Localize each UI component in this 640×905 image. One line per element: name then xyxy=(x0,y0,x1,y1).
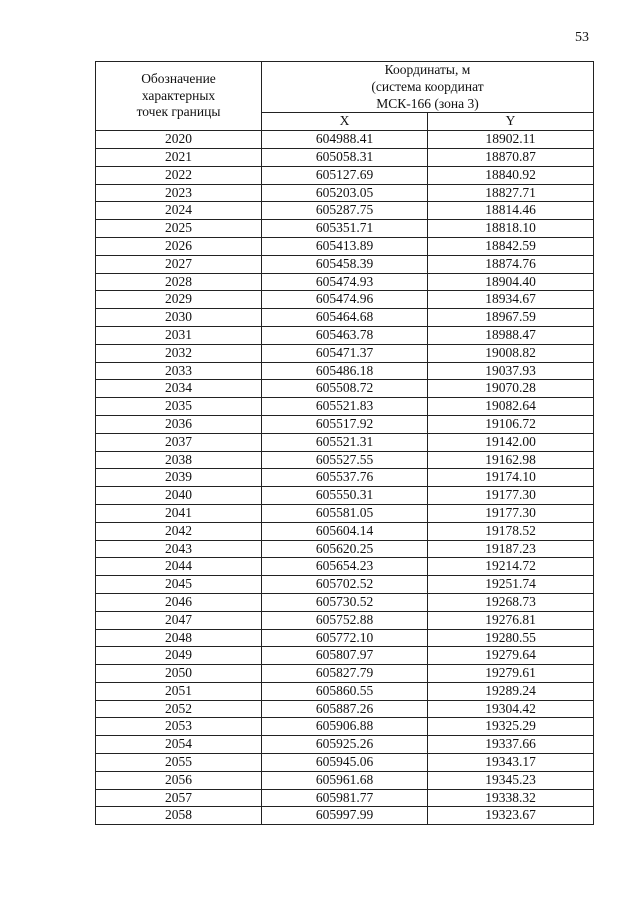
x-coordinate-cell: 605463.78 xyxy=(262,326,428,344)
table-row xyxy=(96,148,594,166)
y-coordinate-cell: 18842.59 xyxy=(428,237,594,255)
table-row xyxy=(96,754,594,772)
y-coordinate-cell: 18902.11 xyxy=(428,131,594,149)
point-id-cell: 2054 xyxy=(96,736,262,754)
table-row xyxy=(96,487,594,505)
point-id-cell: 2020 xyxy=(96,131,262,149)
x-coordinate-cell: 605772.10 xyxy=(262,629,428,647)
y-coordinate-cell: 19142.00 xyxy=(428,433,594,451)
x-coordinate-cell: 605413.89 xyxy=(262,237,428,255)
point-id-cell: 2023 xyxy=(96,184,262,202)
y-coordinate-cell: 19323.67 xyxy=(428,807,594,825)
y-coordinate-cell: 19304.42 xyxy=(428,700,594,718)
y-coordinate-cell: 18988.47 xyxy=(428,326,594,344)
point-id-cell: 2035 xyxy=(96,398,262,416)
x-coordinate-cell: 605752.88 xyxy=(262,611,428,629)
point-id-cell: 2028 xyxy=(96,273,262,291)
x-coordinate-cell: 605474.93 xyxy=(262,273,428,291)
table-row xyxy=(96,291,594,309)
coords-header-line: (система координат xyxy=(371,78,484,94)
x-coordinate-cell: 605827.79 xyxy=(262,665,428,683)
table-body xyxy=(96,131,594,825)
table-row xyxy=(96,131,594,149)
y-coordinate-cell: 19178.52 xyxy=(428,522,594,540)
point-id-cell: 2029 xyxy=(96,291,262,309)
x-coordinate-cell: 605550.31 xyxy=(262,487,428,505)
y-coordinate-cell: 19162.98 xyxy=(428,451,594,469)
y-coordinate-cell: 19174.10 xyxy=(428,469,594,487)
y-coordinate-cell: 18904.40 xyxy=(428,273,594,291)
x-coordinate-cell: 605464.68 xyxy=(262,309,428,327)
point-id-cell: 2040 xyxy=(96,487,262,505)
y-coordinate-cell: 19177.30 xyxy=(428,487,594,505)
y-coordinate-cell: 18827.71 xyxy=(428,184,594,202)
table-row xyxy=(96,665,594,683)
x-coordinate-cell: 605945.06 xyxy=(262,754,428,772)
y-coordinate-cell: 18967.59 xyxy=(428,309,594,327)
table-row xyxy=(96,736,594,754)
point-id-cell: 2047 xyxy=(96,611,262,629)
coords-header-line: МСК-166 (зона 3) xyxy=(376,95,479,111)
table-row xyxy=(96,326,594,344)
point-id-cell: 2042 xyxy=(96,522,262,540)
table-row xyxy=(96,220,594,238)
y-coordinate-cell: 18934.67 xyxy=(428,291,594,309)
x-coordinate-cell: 605581.05 xyxy=(262,504,428,522)
table-row xyxy=(96,700,594,718)
y-coordinate-cell: 19345.23 xyxy=(428,771,594,789)
y-coordinate-cell: 19214.72 xyxy=(428,558,594,576)
x-coordinate-cell: 605508.72 xyxy=(262,380,428,398)
point-id-cell: 2058 xyxy=(96,807,262,825)
table-row xyxy=(96,451,594,469)
table-row xyxy=(96,789,594,807)
point-id-cell: 2045 xyxy=(96,576,262,594)
table-row xyxy=(96,504,594,522)
x-coordinate-cell: 605860.55 xyxy=(262,682,428,700)
point-id-cell: 2049 xyxy=(96,647,262,665)
x-coordinate-cell: 605807.97 xyxy=(262,647,428,665)
points-header-line: характерных xyxy=(141,87,216,103)
x-column-header: X xyxy=(262,113,428,131)
point-id-cell: 2041 xyxy=(96,504,262,522)
y-coordinate-cell: 19008.82 xyxy=(428,344,594,362)
x-coordinate-cell: 605471.37 xyxy=(262,344,428,362)
x-coordinate-cell: 605981.77 xyxy=(262,789,428,807)
y-coordinate-cell: 19082.64 xyxy=(428,398,594,416)
y-coordinate-cell: 18840.92 xyxy=(428,166,594,184)
x-coordinate-cell: 605961.68 xyxy=(262,771,428,789)
y-coordinate-cell: 18874.76 xyxy=(428,255,594,273)
x-coordinate-cell: 605537.76 xyxy=(262,469,428,487)
table-row xyxy=(96,362,594,380)
table-row xyxy=(96,682,594,700)
page-number: 53 xyxy=(575,30,589,45)
point-id-cell: 2021 xyxy=(96,148,262,166)
point-id-cell: 2056 xyxy=(96,771,262,789)
y-coordinate-cell: 18870.87 xyxy=(428,148,594,166)
x-coordinate-cell: 605521.83 xyxy=(262,398,428,416)
table-row xyxy=(96,611,594,629)
table-row xyxy=(96,255,594,273)
table-row xyxy=(96,415,594,433)
point-id-cell: 2052 xyxy=(96,700,262,718)
table-row xyxy=(96,309,594,327)
y-coordinate-cell: 19276.81 xyxy=(428,611,594,629)
point-id-cell: 2026 xyxy=(96,237,262,255)
y-coordinate-cell: 18818.10 xyxy=(428,220,594,238)
table-row xyxy=(96,344,594,362)
table-row xyxy=(96,522,594,540)
coords-header-line: Координаты, м xyxy=(384,62,471,77)
y-coordinate-cell: 19325.29 xyxy=(428,718,594,736)
points-header-line: Обозначение xyxy=(141,70,216,86)
table-row xyxy=(96,237,594,255)
point-id-cell: 2053 xyxy=(96,718,262,736)
x-coordinate-cell: 605906.88 xyxy=(262,718,428,736)
point-id-cell: 2057 xyxy=(96,789,262,807)
y-coordinate-cell: 19251.74 xyxy=(428,576,594,594)
point-id-cell: 2025 xyxy=(96,220,262,238)
x-coordinate-cell: 605887.26 xyxy=(262,700,428,718)
y-coordinate-cell: 19280.55 xyxy=(428,629,594,647)
y-coordinate-cell: 19279.64 xyxy=(428,647,594,665)
x-coordinate-cell: 605127.69 xyxy=(262,166,428,184)
table-row xyxy=(96,184,594,202)
point-id-cell: 2039 xyxy=(96,469,262,487)
table-row xyxy=(96,166,594,184)
table-row xyxy=(96,629,594,647)
x-coordinate-cell: 605287.75 xyxy=(262,202,428,220)
point-id-cell: 2031 xyxy=(96,326,262,344)
x-coordinate-cell: 605730.52 xyxy=(262,593,428,611)
table-row xyxy=(96,807,594,825)
table-row xyxy=(96,380,594,398)
x-coordinate-cell: 605058.31 xyxy=(262,148,428,166)
x-coordinate-cell: 605654.23 xyxy=(262,558,428,576)
table-row xyxy=(96,433,594,451)
point-id-cell: 2037 xyxy=(96,433,262,451)
point-id-cell: 2038 xyxy=(96,451,262,469)
y-coordinate-cell: 19279.61 xyxy=(428,665,594,683)
x-coordinate-cell: 605521.31 xyxy=(262,433,428,451)
x-coordinate-cell: 605458.39 xyxy=(262,255,428,273)
point-id-cell: 2046 xyxy=(96,593,262,611)
x-coordinate-cell: 604988.41 xyxy=(262,131,428,149)
points-column-header xyxy=(96,62,262,131)
y-column-header: Y xyxy=(428,113,594,131)
coordinates-table xyxy=(95,61,594,825)
point-id-cell: 2055 xyxy=(96,754,262,772)
y-coordinate-cell: 18814.46 xyxy=(428,202,594,220)
y-coordinate-cell: 19337.66 xyxy=(428,736,594,754)
x-coordinate-cell: 605203.05 xyxy=(262,184,428,202)
y-coordinate-cell: 19106.72 xyxy=(428,415,594,433)
point-id-cell: 2032 xyxy=(96,344,262,362)
x-coordinate-cell: 605604.14 xyxy=(262,522,428,540)
table-row xyxy=(96,469,594,487)
x-coordinate-cell: 605702.52 xyxy=(262,576,428,594)
table-row xyxy=(96,273,594,291)
point-id-cell: 2033 xyxy=(96,362,262,380)
point-id-cell: 2022 xyxy=(96,166,262,184)
point-id-cell: 2048 xyxy=(96,629,262,647)
point-id-cell: 2036 xyxy=(96,415,262,433)
y-coordinate-cell: 19343.17 xyxy=(428,754,594,772)
table-row xyxy=(96,593,594,611)
y-coordinate-cell: 19268.73 xyxy=(428,593,594,611)
table-row xyxy=(96,771,594,789)
table-row xyxy=(96,558,594,576)
point-id-cell: 2043 xyxy=(96,540,262,558)
y-coordinate-cell: 19289.24 xyxy=(428,682,594,700)
x-coordinate-cell: 605517.92 xyxy=(262,415,428,433)
y-coordinate-cell: 19187.23 xyxy=(428,540,594,558)
y-coordinate-cell: 19338.32 xyxy=(428,789,594,807)
point-id-cell: 2027 xyxy=(96,255,262,273)
table-row xyxy=(96,398,594,416)
table-row xyxy=(96,202,594,220)
x-coordinate-cell: 605474.96 xyxy=(262,291,428,309)
x-coordinate-cell: 605997.99 xyxy=(262,807,428,825)
y-coordinate-cell: 19037.93 xyxy=(428,362,594,380)
x-coordinate-cell: 605527.55 xyxy=(262,451,428,469)
table-row xyxy=(96,576,594,594)
y-coordinate-cell: 19177.30 xyxy=(428,504,594,522)
points-header-line: точек границы xyxy=(136,104,221,120)
y-coordinate-cell: 19070.28 xyxy=(428,380,594,398)
x-coordinate-cell: 605351.71 xyxy=(262,220,428,238)
x-coordinate-cell: 605486.18 xyxy=(262,362,428,380)
x-coordinate-cell: 605620.25 xyxy=(262,540,428,558)
x-coordinate-cell: 605925.26 xyxy=(262,736,428,754)
point-id-cell: 2050 xyxy=(96,665,262,683)
point-id-cell: 2051 xyxy=(96,682,262,700)
table-row xyxy=(96,718,594,736)
point-id-cell: 2024 xyxy=(96,202,262,220)
point-id-cell: 2030 xyxy=(96,309,262,327)
coordinates-group-header xyxy=(262,62,594,113)
table-row xyxy=(96,647,594,665)
point-id-cell: 2044 xyxy=(96,558,262,576)
point-id-cell: 2034 xyxy=(96,380,262,398)
table-row xyxy=(96,540,594,558)
